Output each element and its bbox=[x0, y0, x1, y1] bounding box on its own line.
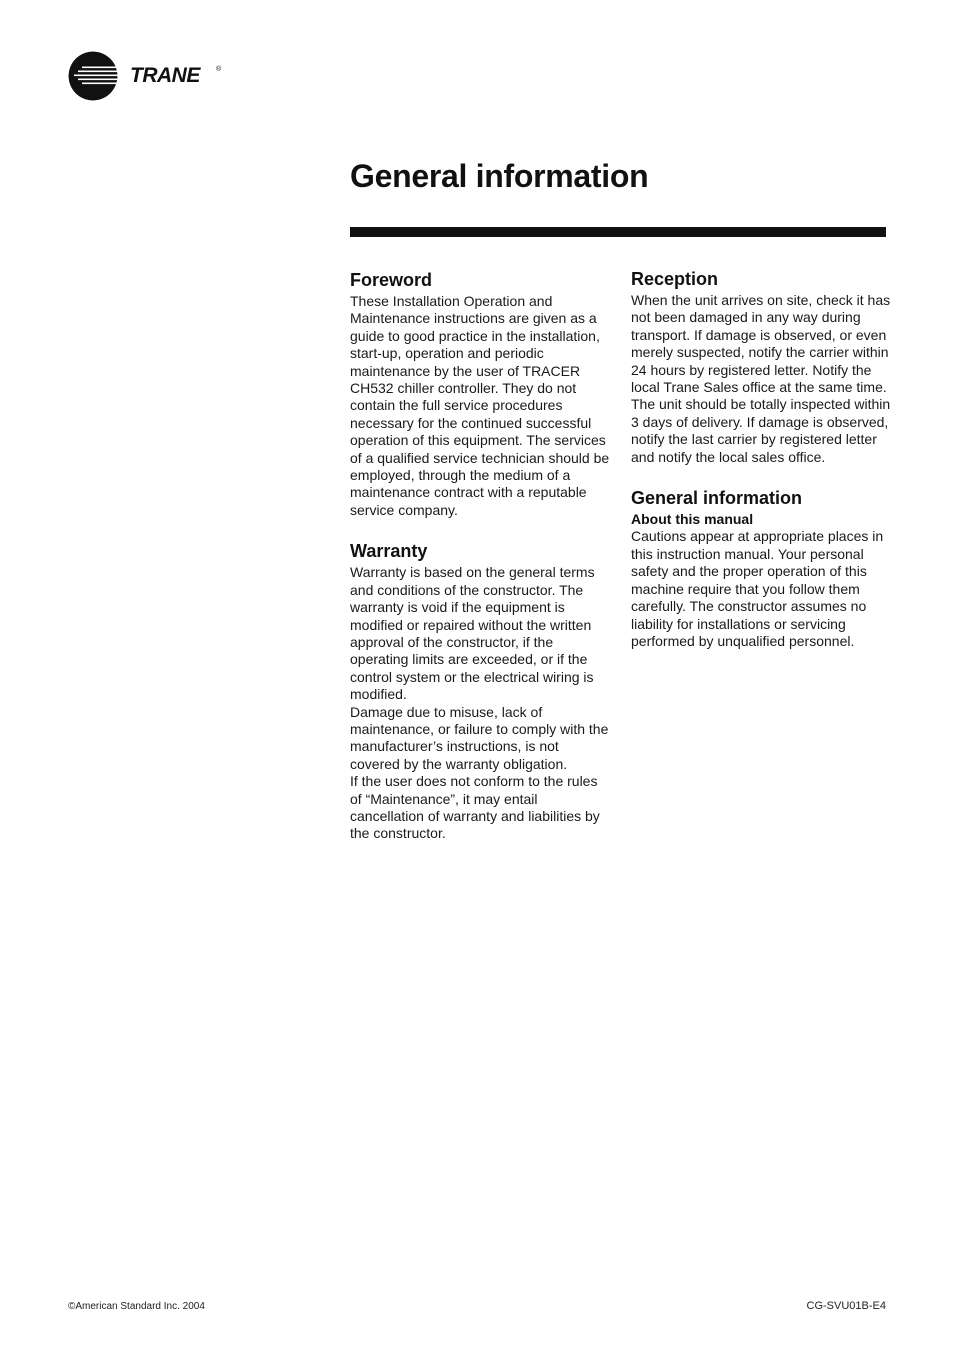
reception-section bbox=[631, 267, 893, 466]
reception-heading: Reception bbox=[631, 269, 719, 289]
general-information-heading: General information bbox=[631, 488, 803, 509]
logo-wordmark: TRANE bbox=[130, 64, 200, 87]
reception-body: When the unit arrives on site, check it has not been damaged in any way during transport. If damage is observed, or even merely suspected, notify the carrier within 24 hours by registered letter. Notify the local Trane Sales office at the same time. The unit should be totally inspected within 3 days of delivery. If damage is observed, notify the last carrier by registered letter and notify the local sales office. bbox=[631, 292, 891, 465]
warranty-heading: Warranty bbox=[350, 541, 428, 562]
page-title: General information bbox=[350, 158, 649, 194]
about-manual-subheading: About this manual bbox=[631, 511, 754, 528]
foreword-section bbox=[350, 268, 612, 519]
foreword-heading: Foreword bbox=[350, 270, 433, 290]
warranty-paragraph: Damage due to misuse, lack of maintenance, or failure to comply with the manufacturer’s instructions, is not covered by the warranty obligation. bbox=[350, 703, 609, 772]
trane-logo-graphic bbox=[68, 50, 228, 104]
foreword-body: These Installation Operation and Maintenance instructions are given as a guide to good practice in the installation, start-up, operation and periodic maintenance by the user of TRACER CH532 chiller controller. They do not contain the full service procedures necessary for the continued successful operation of this equipment. The services of a qualified service technician should be employed, through the medium of a maintenance contract with a reputable service company. bbox=[350, 293, 610, 518]
general-information-body: Cautions appear at appropriate places in this instruction manual. Your personal safety and the proper operation of this machine require that you follow them carefully. The constructor assumes no liability for installations or servicing performed by unqualified personnel. bbox=[631, 528, 884, 649]
title-divider bbox=[350, 227, 886, 237]
registered-mark: ® bbox=[216, 66, 222, 73]
document-code: CG-SVU01B-E4 bbox=[806, 1300, 886, 1312]
general-information-section bbox=[631, 486, 893, 650]
warranty-paragraph: Warranty is based on the general terms and conditions of the constructor. The warranty is void if the equipment is modified or repaired without the written approval of the constructor, if the operating limits are exceeded, or if the control system or the electrical wiring is modified. bbox=[350, 564, 595, 703]
left-column bbox=[350, 268, 612, 863]
copyright-notice: ©American Standard Inc. 2004 bbox=[68, 1301, 205, 1312]
right-column bbox=[631, 267, 893, 670]
warranty-paragraph: If the user does not conform to the rules of “Maintenance”, it may entail cancellation of warranty and liabilities by the constructor. bbox=[350, 773, 600, 842]
trane-logo bbox=[68, 50, 228, 104]
warranty-section bbox=[350, 539, 612, 843]
